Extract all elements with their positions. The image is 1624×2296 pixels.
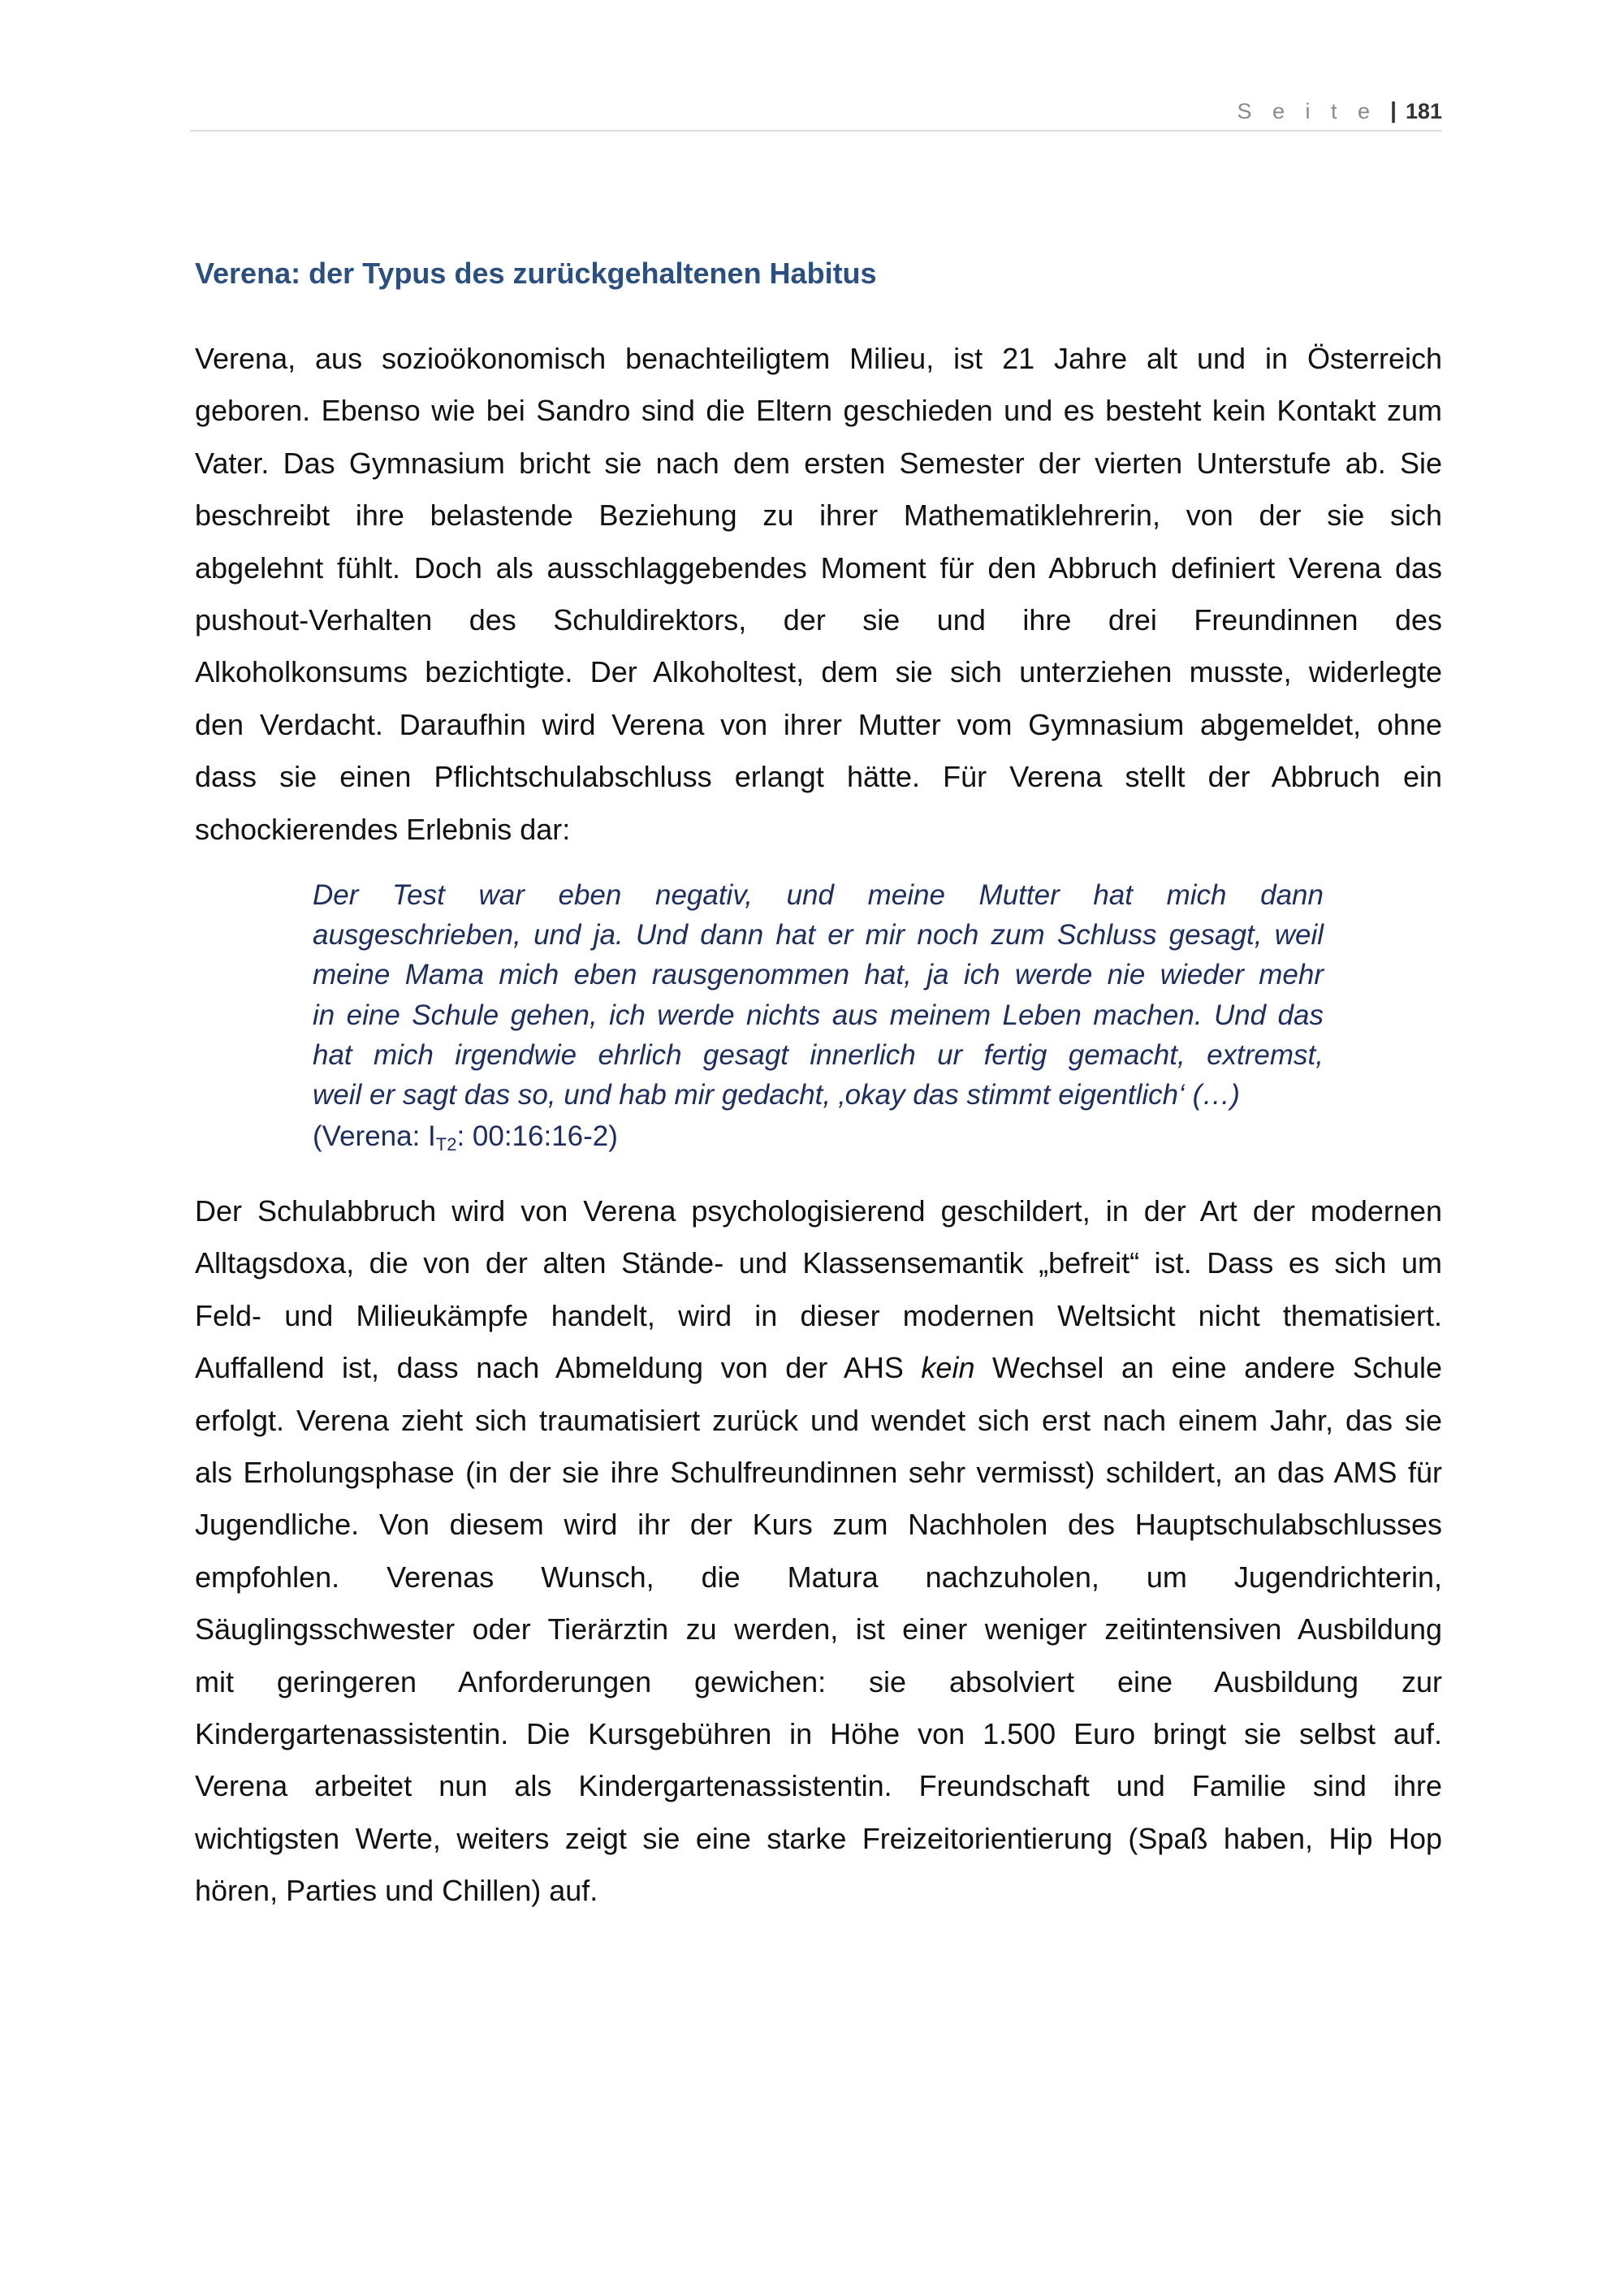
section-heading: Verena: der Typus des zurückgehaltenen Habitus: [195, 257, 877, 290]
paragraph-line: empfohlen. Verenas Wunsch, die Matura nachzuholen, um Jugendrichterin,: [195, 1560, 1442, 1594]
paragraph-intro: [195, 333, 1442, 856]
quote-source-suffix: : 00:16:16-2): [456, 1120, 618, 1152]
page-label: S e i t e: [1237, 99, 1377, 123]
paragraph-line-emphasis: [195, 1342, 1442, 1394]
quote-line: ausgeschrieben, und ja. Und dann hat er mir noch zum Schluss gesagt, weil: [313, 919, 1324, 952]
quote-line: in eine Schule gehen, ich werde nichts aus meinem Leben machen. Und das: [313, 999, 1324, 1031]
paragraph-line: Vater. Das Gymnasium bricht sie nach dem ersten Semester der vierten Unterstufe ab. Sie: [195, 446, 1442, 480]
paragraph-line: pushout-Verhalten des Schuldirektors, der sie und ihre drei Freundinnen des: [195, 603, 1442, 637]
paragraph-line: als Erholungsphase (in der sie ihre Schulfreundinnen sehr vermisst) schildert, an das AMS für: [195, 1456, 1442, 1490]
paragraph-analysis: [195, 1185, 1442, 1918]
paragraph-line: Alltagsdoxa, die von der alten Stände- und Klassensemantik „befreit“ ist. Dass es sich um: [195, 1246, 1442, 1280]
quote-source-prefix: (Verena: I: [313, 1120, 436, 1152]
paragraph-line: wichtigsten Werte, weiters zeigt sie eine starke Freizeitorientierung (Spaß haben, Hip Hop: [195, 1821, 1442, 1855]
paragraph-line: hören, Parties und Chillen) auf.: [195, 1874, 598, 1908]
paragraph-line: dass sie einen Pflichtschulabschluss erlangt hätte. Für Verena stellt der Abbruch ein: [195, 760, 1442, 794]
paragraph-line: schockierendes Erlebnis dar:: [195, 812, 571, 846]
quote-source-subscript: T2: [435, 1134, 457, 1154]
paragraph-line: Der Schulabbruch wird von Verena psychologisierend geschildert, in der Art der modernen: [195, 1194, 1442, 1228]
interview-quote: [313, 875, 1324, 1115]
emphasis-kein: kein: [921, 1351, 975, 1385]
paragraph-line: geboren. Ebenso wie bei Sandro sind die Eltern geschieden und es besteht kein Kontakt zum: [195, 394, 1442, 428]
paragraph-line: abgelehnt fühlt. Doch als ausschlaggebendes Moment für den Abbruch definiert Verena das: [195, 550, 1442, 585]
line-text: Auffallend ist, dass nach Abmeldung von der AHS: [195, 1351, 922, 1385]
quote-line: Der Test war eben negativ, und meine Mutter hat mich dann: [313, 879, 1324, 911]
paragraph-line: Alkoholkonsums bezichtigte. Der Alkoholtest, dem sie sich unterziehen musste, widerlegte: [195, 655, 1442, 689]
quote-line: weil er sagt das so, und hab mir gedacht, ‚okay das stimmt eigentlich‘ (…): [313, 1079, 1240, 1111]
paragraph-line: Verena, aus sozioökonomisch benachteiligtem Milieu, ist 21 Jahre alt und in Österreich: [195, 342, 1442, 375]
quote-line: hat mich irgendwie ehrlich gesagt innerlich ur fertig gemacht, extremst,: [313, 1038, 1324, 1071]
paragraph-line: erfolgt. Verena zieht sich traumatisiert zurück und wendet sich erst nach einem Jahr, das sie: [195, 1403, 1442, 1437]
header-separator: |: [1390, 97, 1397, 123]
line-text: Wechsel an eine andere Schule: [974, 1351, 1442, 1385]
quote-line: meine Mama mich eben rausgenommen hat, ja ich werde nie wieder mehr: [313, 959, 1324, 991]
page-number: 181: [1405, 99, 1442, 123]
paragraph-line: beschreibt ihre belastende Beziehung zu ihrer Mathematiklehrerin, von der sie sich: [195, 498, 1442, 533]
paragraph-line: mit geringeren Anforderungen gewichen: sie absolviert eine Ausbildung zur: [195, 1664, 1442, 1698]
page-header: [190, 96, 1442, 132]
paragraph-line: Jugendliche. Von diesem wird ihr der Kurs zum Nachholen des Hauptschulabschlusses: [195, 1508, 1442, 1542]
paragraph-line: Kindergartenassistentin. Die Kursgebühren in Höhe von 1.500 Euro bringt sie selbst auf.: [195, 1717, 1442, 1751]
paragraph-line: Verena arbeitet nun als Kindergartenassistentin. Freundschaft und Familie sind ihre: [195, 1769, 1442, 1803]
paragraph-line: Feld- und Milieukämpfe handelt, wird in dieser modernen Weltsicht nicht thematisiert.: [195, 1298, 1442, 1332]
quote-source: [313, 1120, 618, 1155]
paragraph-line: den Verdacht. Daraufhin wird Verena von ihrer Mutter vom Gymnasium abgemeldet, ohne: [195, 707, 1442, 741]
paragraph-line: Säuglingsschwester oder Tierärztin zu werden, ist einer weniger zeitintensiven Ausbildung: [195, 1612, 1442, 1646]
